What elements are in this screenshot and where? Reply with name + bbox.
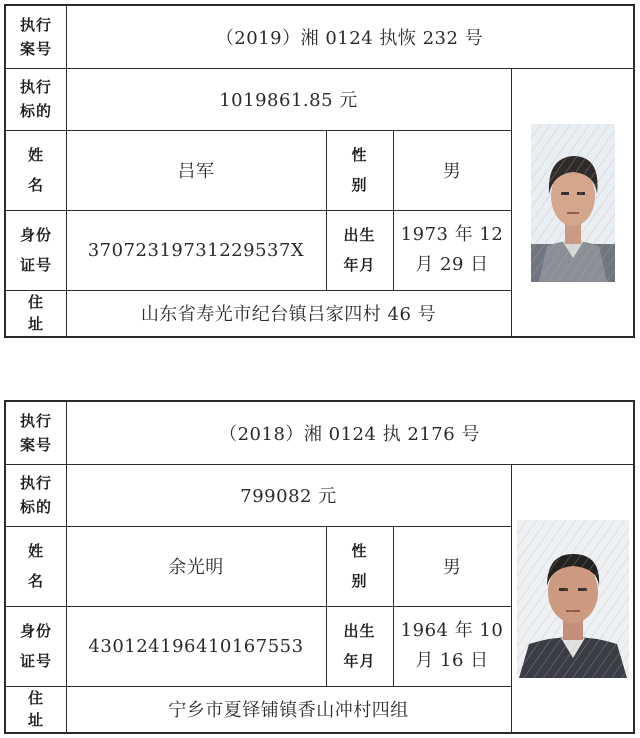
subject-amount-value: 799082 元 (240, 486, 337, 507)
gender-value: 男 (442, 161, 462, 182)
address-value: 宁乡市夏铎铺镇香山冲村四组 (168, 700, 409, 721)
address-value: 山东省寿光市纪台镇吕家四村 46 号 (140, 304, 437, 325)
case-number-value: （2019）湘 0124 执恢 232 号 (215, 28, 484, 49)
address-label: 住址 (27, 689, 44, 729)
birth-date-label: 出生年月 (343, 622, 376, 670)
name-value: 吕军 (177, 161, 215, 182)
name-label: 姓名 (27, 542, 44, 590)
person-photo (517, 520, 629, 678)
id-number-label: 身份证号 (19, 622, 52, 670)
gender-value: 男 (442, 557, 462, 578)
gender-label: 性别 (351, 146, 368, 194)
subject-amount-label: 执行标的 (19, 474, 52, 516)
case-number-label: 执行案号 (19, 412, 52, 454)
debtor-record-card-2 (4, 400, 635, 734)
id-number-value: 37072319731229537X (87, 239, 305, 261)
case-number-value: （2018）湘 0124 执 2176 号 (219, 424, 480, 445)
name-value: 余光明 (168, 557, 224, 578)
address-label: 住址 (27, 293, 44, 333)
subject-amount-value: 1019861.85 元 (219, 90, 358, 111)
person-photo (531, 124, 615, 282)
name-label: 姓名 (27, 146, 44, 194)
birth-date-label: 出生年月 (343, 226, 376, 274)
subject-amount-label: 执行标的 (19, 78, 52, 120)
debtor-record-card-1 (4, 4, 635, 338)
birth-date-value: 1973 年 12 月 29 日 (400, 224, 504, 275)
birth-date-value: 1964 年 10 月 16 日 (400, 620, 504, 671)
id-number-label: 身份证号 (19, 226, 52, 274)
id-number-value: 430124196410167553 (88, 635, 304, 657)
case-number-label: 执行案号 (19, 16, 52, 58)
gender-label: 性别 (351, 542, 368, 590)
